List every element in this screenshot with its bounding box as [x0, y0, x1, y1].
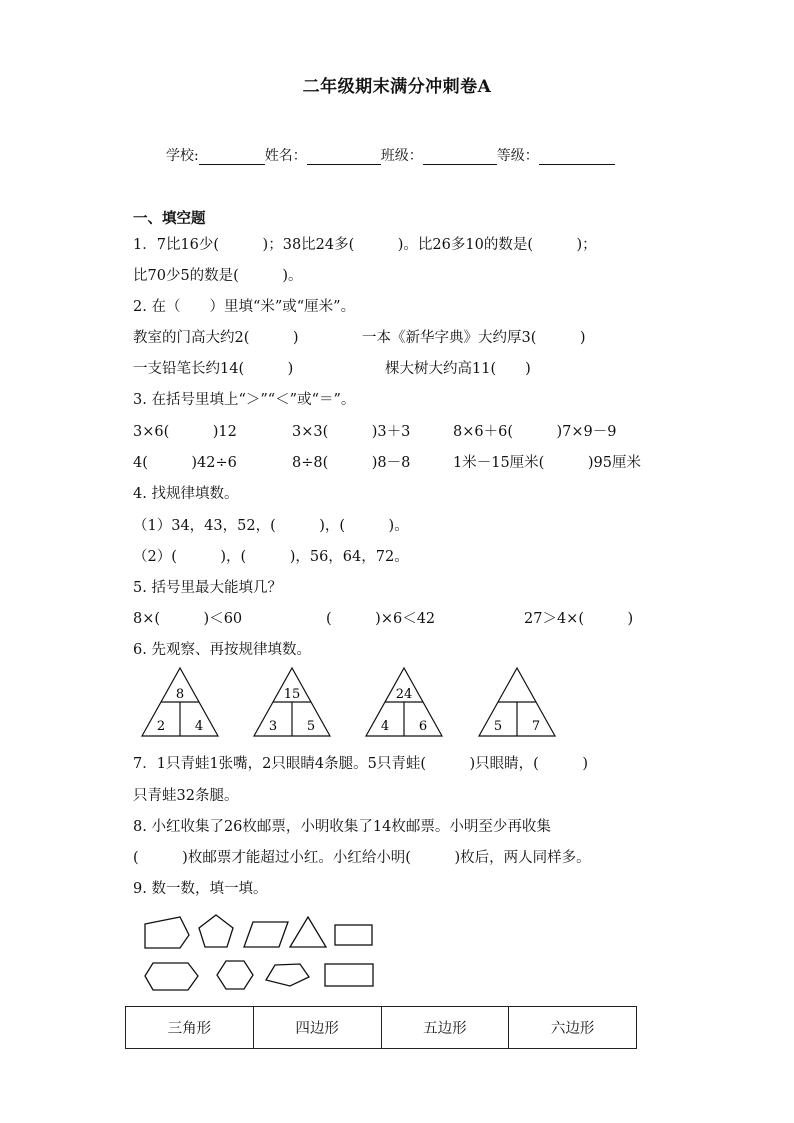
question-2-item-d: 棵大树大约高11( ) [385, 361, 531, 377]
triangle [290, 917, 326, 947]
question-4-stem: 4. 找规律填数。 [133, 486, 239, 502]
table-cell-pentagon[interactable]: 五边形 [381, 1007, 509, 1049]
triangle-top-number: 24 [395, 687, 413, 702]
question-5-item: 8×( )＜60 [133, 611, 243, 627]
triangle-left-number: 4 [380, 719, 390, 734]
number-triangle [366, 668, 442, 736]
page-title: 二年级期末满分冲刺卷A [302, 77, 492, 97]
question-5-stem: 5. 括号里最大能填几？ [133, 580, 282, 596]
question-3-item: 1米－15厘米( )95厘米 [453, 455, 641, 471]
table-cell-hexagon[interactable]: 六边形 [509, 1007, 637, 1049]
question-9-stem: 9. 数一数，填一填。 [133, 881, 268, 897]
question-8-line-1: 8. 小红收集了26枚邮票，小明收集了14枚邮票。小明至少再收集 [133, 819, 551, 835]
number-triangle [254, 668, 330, 736]
class-label: 班级： [380, 148, 423, 164]
hexagon-wide [145, 963, 198, 990]
question-7-line-1: 7．1只青蛙1张嘴，2只眼睛4条腿。5只青蛙( )只眼睛，( ) [133, 756, 588, 772]
number-triangles [0, 664, 794, 744]
student-info-row [166, 145, 615, 165]
question-5-item: ( )×6＜42 [326, 611, 436, 627]
question-8-line-2: ( )枚邮票才能超过小红。小红给小明( )枚后，两人同样多。 [133, 850, 591, 866]
question-4-item-1: （1）34，43，52，( )，( )。 [133, 518, 409, 534]
pentagon [199, 915, 233, 947]
rectangle-wide [325, 964, 373, 986]
table-cell-quadrilateral[interactable]: 四边形 [253, 1007, 381, 1049]
rectangle [335, 925, 372, 945]
question-2-stem: 2. 在（ ）里填“米”或“厘米”。 [133, 299, 356, 315]
hexagon [217, 961, 253, 989]
triangle-left-number: 3 [268, 719, 278, 734]
pentagon-irregular [145, 917, 189, 948]
question-3-item: 8÷8( )8－8 [292, 455, 411, 471]
grade-blank[interactable] [539, 150, 615, 165]
triangle-right-number: 6 [418, 719, 428, 734]
table-cell-triangle[interactable]: 三角形 [126, 1007, 254, 1049]
name-label: 姓名： [264, 148, 307, 164]
pentagon-flat [266, 964, 309, 986]
question-4-item-2: （2）( )，( )，56，64，72。 [133, 549, 409, 565]
question-2-item-c: 一支铅笔长约14( ) [133, 361, 294, 377]
name-blank[interactable] [307, 150, 381, 165]
question-3-item: 8×6＋6( )7×9－9 [453, 424, 617, 440]
question-3-item: 3×3( )3＋3 [292, 424, 411, 440]
school-label: 学校: [166, 148, 199, 164]
class-blank[interactable] [423, 150, 497, 165]
school-blank[interactable] [199, 150, 265, 165]
question-3-stem: 3. 在括号里填上“＞”“＜”或“＝”。 [133, 392, 356, 408]
number-triangle [142, 668, 218, 736]
shape-count-table [125, 1006, 637, 1049]
triangle-top-number: 15 [283, 687, 301, 702]
triangle-top-number: 8 [175, 687, 185, 702]
grade-label: 等级： [496, 148, 539, 164]
question-2-item-b: 一本《新华字典》大约厚3( ) [362, 330, 586, 346]
question-7-line-2: 只青蛙32条腿。 [133, 788, 239, 804]
triangle-left-number: 5 [493, 719, 503, 734]
question-3-item: 4( )42÷6 [133, 455, 237, 471]
triangle-right-number: 7 [531, 719, 541, 734]
triangle-right-number: 5 [306, 719, 316, 734]
parallelogram [244, 922, 288, 947]
shapes-figure [0, 912, 794, 992]
question-1-line-2: 比70少5的数是( )。 [133, 268, 303, 284]
question-3-item: 3×6( )12 [133, 424, 237, 440]
triangle-right-number: 4 [194, 719, 204, 734]
section-heading: 一、填空题 [133, 210, 206, 227]
number-triangle [479, 668, 555, 736]
question-1-line-1: 1．7比16少( )；38比24多( )。比26多10的数是( )； [133, 237, 597, 253]
question-6-stem: 6. 先观察、再按规律填数。 [133, 642, 311, 658]
question-5-item: 27＞4×( ) [524, 611, 634, 627]
question-2-item-a: 教室的门高大约2( ) [133, 330, 299, 346]
triangle-left-number: 2 [156, 719, 166, 734]
